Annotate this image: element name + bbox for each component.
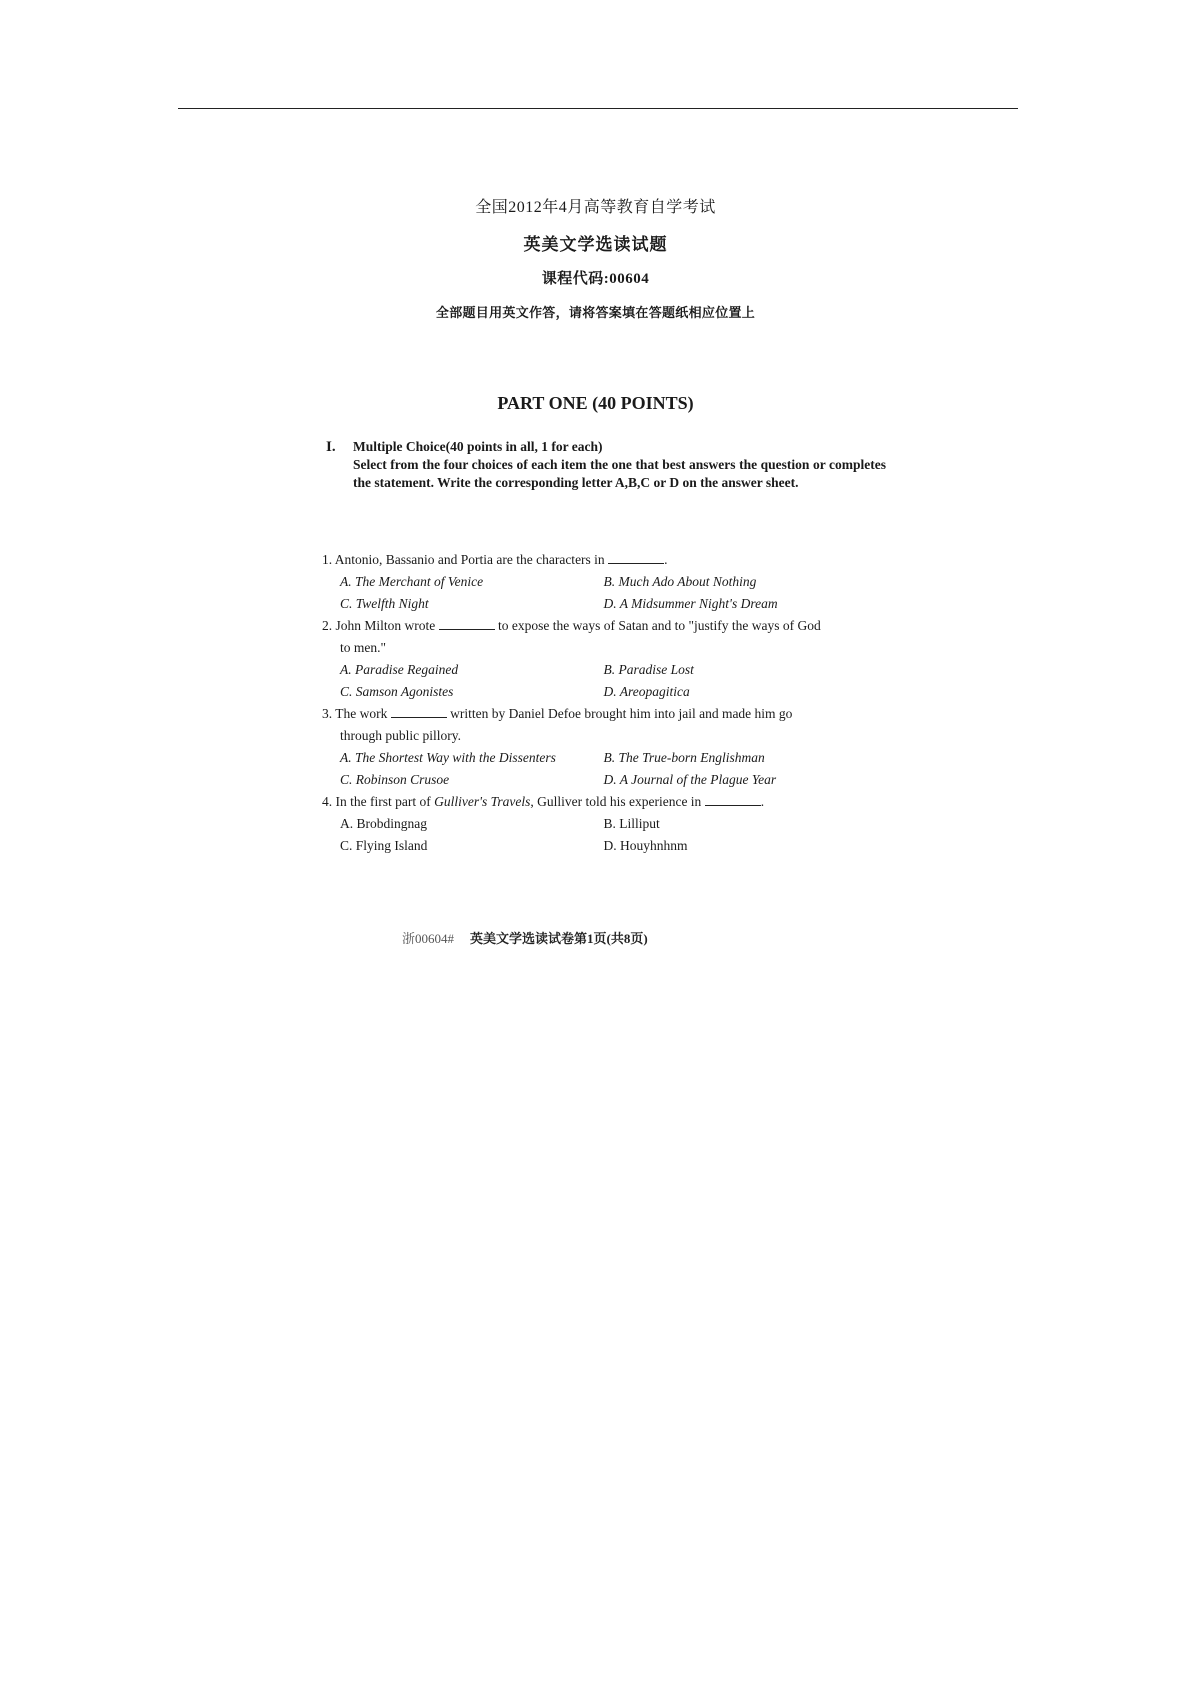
answer-blank [391,706,447,718]
option-c: C. Twelfth Night [340,596,429,611]
stem-italic-title: Gulliver's Travels [434,794,531,809]
option-d: D. A Midsummer Night's Dream [603,596,778,611]
question-number: 4. [322,794,333,809]
option-a: A. The Shortest Way with the Dissenters [340,750,556,765]
section-number: I. [326,439,336,455]
option-c: C. Flying Island [340,838,428,853]
stem-text: In the first part of [335,794,435,809]
page-footer [402,928,648,947]
question-stem [322,549,882,571]
question-stem [322,791,882,813]
question-3 [322,703,882,791]
part-title: PART ONE (40 POINTS) [497,393,694,413]
stem-text: . [664,552,668,567]
course-code: 课程代码:00604 [541,271,650,287]
option-a: A. Brobdingnag [340,816,427,831]
option-b: B. The True-born Englishman [603,750,765,765]
exam-session: 全国2012年4月高等教育自学考试 [475,199,716,216]
section-title: Multiple Choice(40 points in all, 1 for each) [353,439,603,454]
answer-blank [439,618,495,630]
page-info: 英美文学选读试卷第1页(共8页) [470,931,648,946]
option-a: A. Paradise Regained [340,662,459,677]
stem-text: to expose the ways of Satan and to "justify the ways of God [494,618,821,633]
option-d: D. Areopagitica [603,684,690,699]
answer-blank [705,794,761,806]
stem-text: John Milton wrote [335,618,439,633]
option-c: C. Robinson Crusoe [340,772,450,787]
options [322,747,882,791]
option-c: C. Samson Agonistes [340,684,454,699]
exam-title: 英美文学选读试题 [523,235,668,254]
question-2 [322,615,882,703]
stem-continuation: through public pillory. [340,728,461,743]
section-instruction: Select from the four choices of each item the one that best answers the question or completes the statement. Write the corresponding letter A,B,C or D on the answer sheet. [353,457,886,490]
section-multiple-choice [326,438,886,492]
question-stem [322,703,882,747]
question-number: 3. [322,706,333,721]
option-d: D. A Journal of the Plague Year [603,772,777,787]
stem-text: The work [335,706,391,721]
stem-continuation: to men." [340,640,387,655]
option-b: B. Lilliput [603,816,660,831]
option-d: D. Houyhnhnm [603,838,688,853]
section-heading [326,438,886,456]
option-b: B. Paradise Lost [603,662,694,677]
question-4 [322,791,882,857]
options [322,659,882,703]
option-a: A. The Merchant of Venice [340,574,484,589]
paper-code: 浙00604# [402,931,455,946]
options [322,813,882,857]
option-b: B. Much Ado About Nothing [603,574,757,589]
question-number: 2. [322,618,333,633]
options [322,571,882,615]
question-1 [322,549,882,615]
stem-text: , Gulliver told his experience in [530,794,705,809]
stem-text: . [760,794,765,809]
exam-instruction: 全部题目用英文作答，请将答案填在答题纸相应位置上 [435,305,756,320]
question-list [322,549,882,857]
stem-text: written by Daniel Defoe brought him into jail and made him go [446,706,793,721]
question-number: 1. [322,552,333,567]
question-stem [322,615,882,659]
exam-header [0,194,1191,321]
answer-blank [608,552,664,564]
top-rule [178,108,1018,109]
stem-text: Antonio, Bassanio and Portia are the characters in [334,552,609,567]
